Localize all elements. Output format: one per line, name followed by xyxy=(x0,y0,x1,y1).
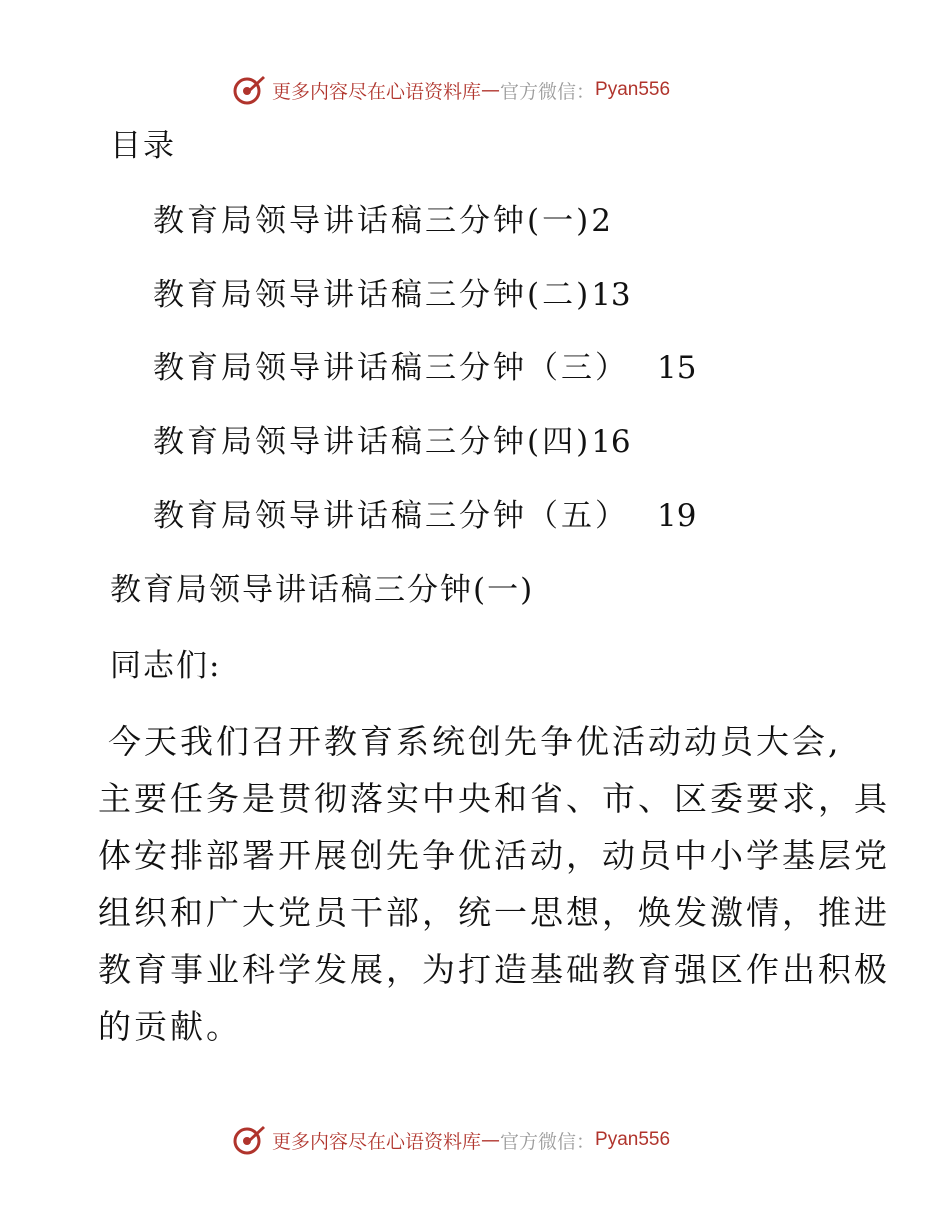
toc-item[interactable] xyxy=(153,201,611,241)
salutation: 同志们: xyxy=(110,648,222,684)
toc-item-page: 16 xyxy=(591,424,631,460)
paragraph-line: 体安排部署开展创先争优活动，动员中小学基层党 xyxy=(98,836,890,875)
header-watermark xyxy=(232,72,670,108)
toc-item-page: 19 xyxy=(657,498,697,534)
toc-item[interactable] xyxy=(153,496,696,536)
watermark-label: 官方微信： xyxy=(500,1130,596,1153)
toc-item-page: 13 xyxy=(591,277,631,313)
paragraph-line: 的贡献。 xyxy=(98,1007,242,1046)
paragraph-line: 主要任务是贯彻落实中央和省、市、区委要求，具 xyxy=(98,779,890,818)
paragraph-line: 组织和广大党员干部，统一思想，焕发激情，推进 xyxy=(98,893,890,932)
footer-watermark xyxy=(232,1122,670,1158)
toc-item[interactable] xyxy=(153,275,631,315)
toc-item[interactable] xyxy=(153,348,696,388)
pen-logo-icon xyxy=(232,73,266,107)
toc-item-title: 教育局领导讲话稿三分钟(一) xyxy=(153,203,592,239)
toc-item-page: 2 xyxy=(591,203,611,239)
toc-item-title: 教育局领导讲话稿三分钟(四) xyxy=(153,424,592,460)
watermark-dash: — xyxy=(481,79,501,101)
toc-item-page: 15 xyxy=(657,350,697,386)
pen-logo-icon xyxy=(232,1123,266,1157)
toc-item-title: 教育局领导讲话稿三分钟（三） xyxy=(153,350,629,386)
toc-item-title: 教育局领导讲话稿三分钟（五） xyxy=(153,498,629,534)
toc-heading: 目录 xyxy=(110,128,176,164)
toc-item-title: 教育局领导讲话稿三分钟(二) xyxy=(153,277,592,313)
watermark-wechat-id: Pyan556 xyxy=(595,1129,671,1150)
section-title: 教育局领导讲话稿三分钟(一) xyxy=(110,572,535,608)
body-paragraph xyxy=(98,713,890,1055)
watermark-brand: 更多内容尽在心语资料库 xyxy=(272,1130,482,1153)
watermark-brand: 更多内容尽在心语资料库 xyxy=(272,80,482,103)
toc-item[interactable] xyxy=(153,422,631,462)
paragraph-line: 教育事业科学发展，为打造基础教育强区作出积极 xyxy=(98,950,890,989)
paragraph-line: 今天我们召开教育系统创先争优活动动员大会, xyxy=(108,722,842,761)
watermark-label: 官方微信： xyxy=(500,80,596,103)
watermark-dash: — xyxy=(481,1129,501,1151)
watermark-wechat-id: Pyan556 xyxy=(595,79,671,100)
